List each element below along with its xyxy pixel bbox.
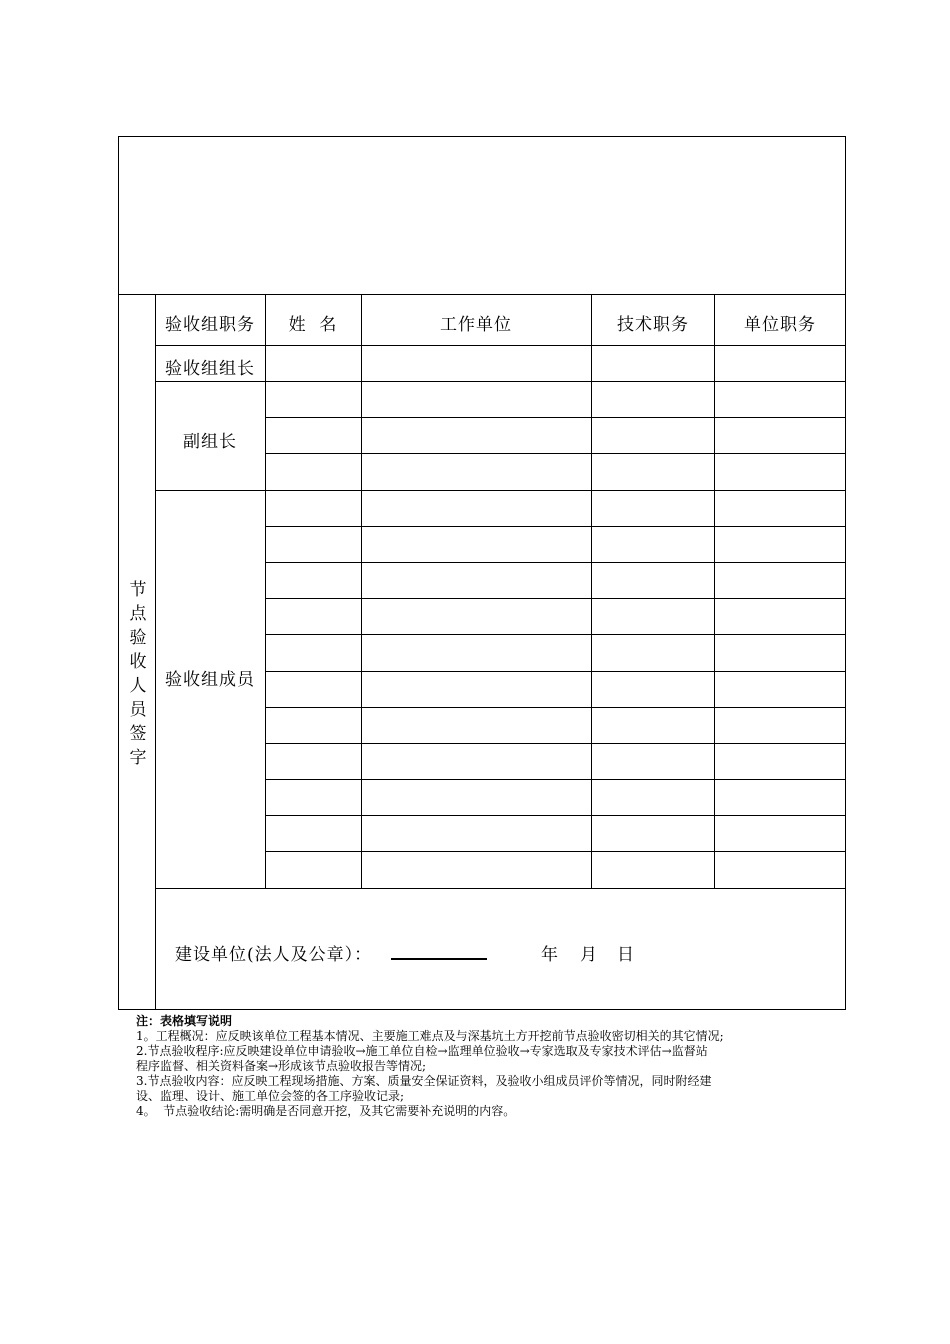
border-bottom [118,1009,846,1010]
note-line: 2.节点验收程序:应反映建设单位申请验收→施工单位自检→监理单位验收→专家选取及专家技术评估→监督站 [136,1044,708,1058]
role-deputy: 副组长 [183,432,237,452]
row-line [155,345,846,346]
row-line [265,634,846,635]
column-line [591,294,592,889]
border-left [118,136,119,1010]
note-line: 程序监督、相关资料备案→形成该节点验收报告等情况; [136,1059,427,1073]
row-line [265,453,846,454]
header-role: 验收组职务 [165,315,255,335]
row-line [265,562,846,563]
note-line: 设、监理、设计、施工单位会签的各工序验收记录; [136,1089,405,1103]
column-line [714,294,715,889]
notes-title: 注：表格填写说明 [136,1014,233,1028]
row-line [155,381,846,382]
header-position: 单位职务 [744,315,816,335]
column-line [361,294,362,889]
footer-year: 年 [541,945,559,965]
note-line: 4。 节点验收结论:需明确是否同意开挖，及其它需要补充说明的内容。 [136,1104,516,1118]
footer-day: 日 [617,945,635,965]
row-line [265,417,846,418]
filling-notes [136,1014,851,1119]
header-name: 姓 名 [288,315,338,335]
side-column-divider [155,294,156,1010]
side-label-signatures: 节点验收人员签字 [129,580,147,768]
role-leader: 验收组组长 [165,359,255,379]
column-line [265,294,266,889]
row-line [265,851,846,852]
note-line: 1。工程概况：应反映该单位工程基本情况、主要施工难点及与深基坑土方开挖前节点验收密切相关的其它情况; [136,1029,724,1043]
row-line [265,743,846,744]
row-line [155,888,846,889]
role-members: 验收组成员 [165,670,255,690]
footer-month: 月 [580,945,598,965]
row-line [265,671,846,672]
header-title: 技术职务 [617,315,689,335]
row-line [155,490,846,491]
row-line [265,707,846,708]
header-org: 工作单位 [440,315,512,335]
border-top [118,136,846,137]
row-line [265,526,846,527]
row-line [265,779,846,780]
section-divider [118,294,846,295]
row-line [265,815,846,816]
border-right [845,136,846,1010]
signature-line[interactable] [391,958,487,960]
note-line: 3.节点验收内容：应反映工程现场措施、方案、质量安全保证资料，及验收小组成员评价等情况，同时附经建 [136,1074,712,1088]
row-line [265,598,846,599]
footer-label: 建设单位(法人及公章）： [175,945,373,965]
